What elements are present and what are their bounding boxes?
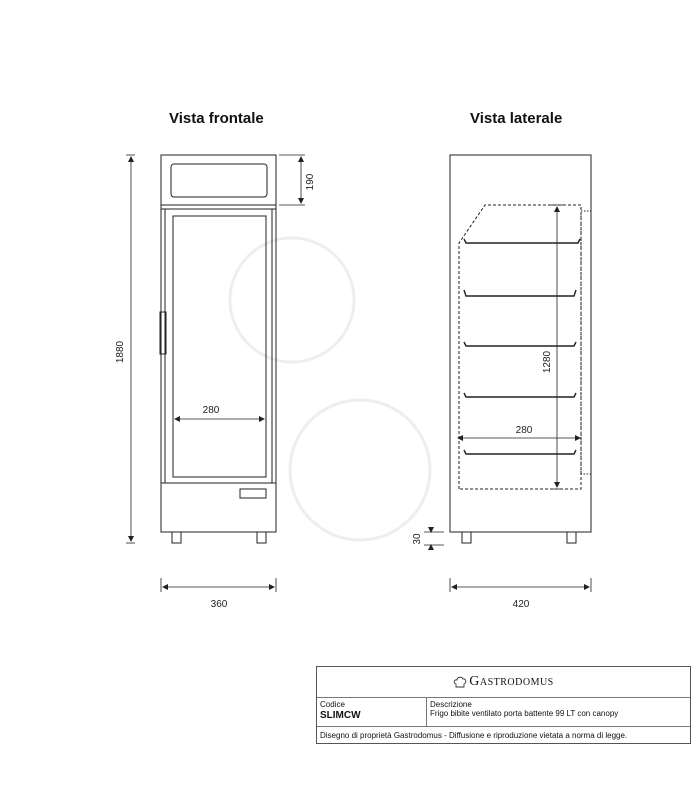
side-cabinet-outline [450, 155, 591, 532]
shelf-zone-height-label: 1280 [542, 350, 553, 374]
code-cell [317, 698, 427, 726]
canopy-height-dimension [279, 155, 305, 205]
brand-name: Gastrodomus [469, 674, 554, 689]
front-foot-left [172, 532, 181, 543]
side-view-title: Vista laterale [470, 110, 563, 127]
front-cabinet-outline [161, 155, 276, 532]
foot-height-dimension [424, 528, 444, 550]
chef-hat-icon [453, 676, 467, 688]
canopy-display [171, 164, 267, 197]
side-inner-width-label: 280 [515, 425, 533, 436]
code-value: SLIMCW [320, 710, 361, 721]
front-view [160, 155, 276, 543]
description-value: Frigo bibite ventilato porta battente 99 LT con canopy [430, 709, 619, 718]
side-width-label: 420 [512, 599, 530, 610]
shelf-2 [464, 290, 576, 296]
front-foot-right [257, 532, 266, 543]
description-cell [427, 698, 690, 726]
canopy-height-label: 190 [305, 173, 316, 191]
shelf-1 [464, 239, 580, 243]
interior-outline [459, 205, 581, 489]
brand-logo [317, 667, 690, 698]
side-width-dimension [450, 578, 591, 592]
front-width-dimension [161, 578, 276, 592]
ownership-notice: Disegno di proprietà Gastrodomus - Diffusione e riproduzione vietata a norma di legge. [320, 731, 628, 740]
side-view [450, 155, 591, 543]
front-inner-width-label: 280 [202, 405, 220, 416]
side-foot-right [567, 532, 576, 543]
shelf-5 [464, 450, 576, 454]
watermark-logo [230, 238, 430, 540]
front-height-label: 1880 [115, 340, 126, 364]
shelf-4 [464, 393, 576, 397]
title-block-row [317, 698, 690, 727]
title-block [316, 666, 691, 744]
shelf-zone-height-dimension [551, 205, 563, 489]
shelf-3 [464, 342, 576, 346]
foot-height-label: 30 [412, 533, 423, 545]
front-width-label: 360 [210, 599, 228, 610]
control-panel [240, 489, 266, 498]
code-label: Codice [320, 700, 345, 709]
side-shelves [464, 239, 580, 454]
side-rear-grill [581, 211, 591, 474]
front-height-dimension [126, 155, 135, 543]
side-foot-left [462, 532, 471, 543]
description-label: Descrizione [430, 700, 472, 709]
front-view-title: Vista frontale [169, 110, 264, 127]
